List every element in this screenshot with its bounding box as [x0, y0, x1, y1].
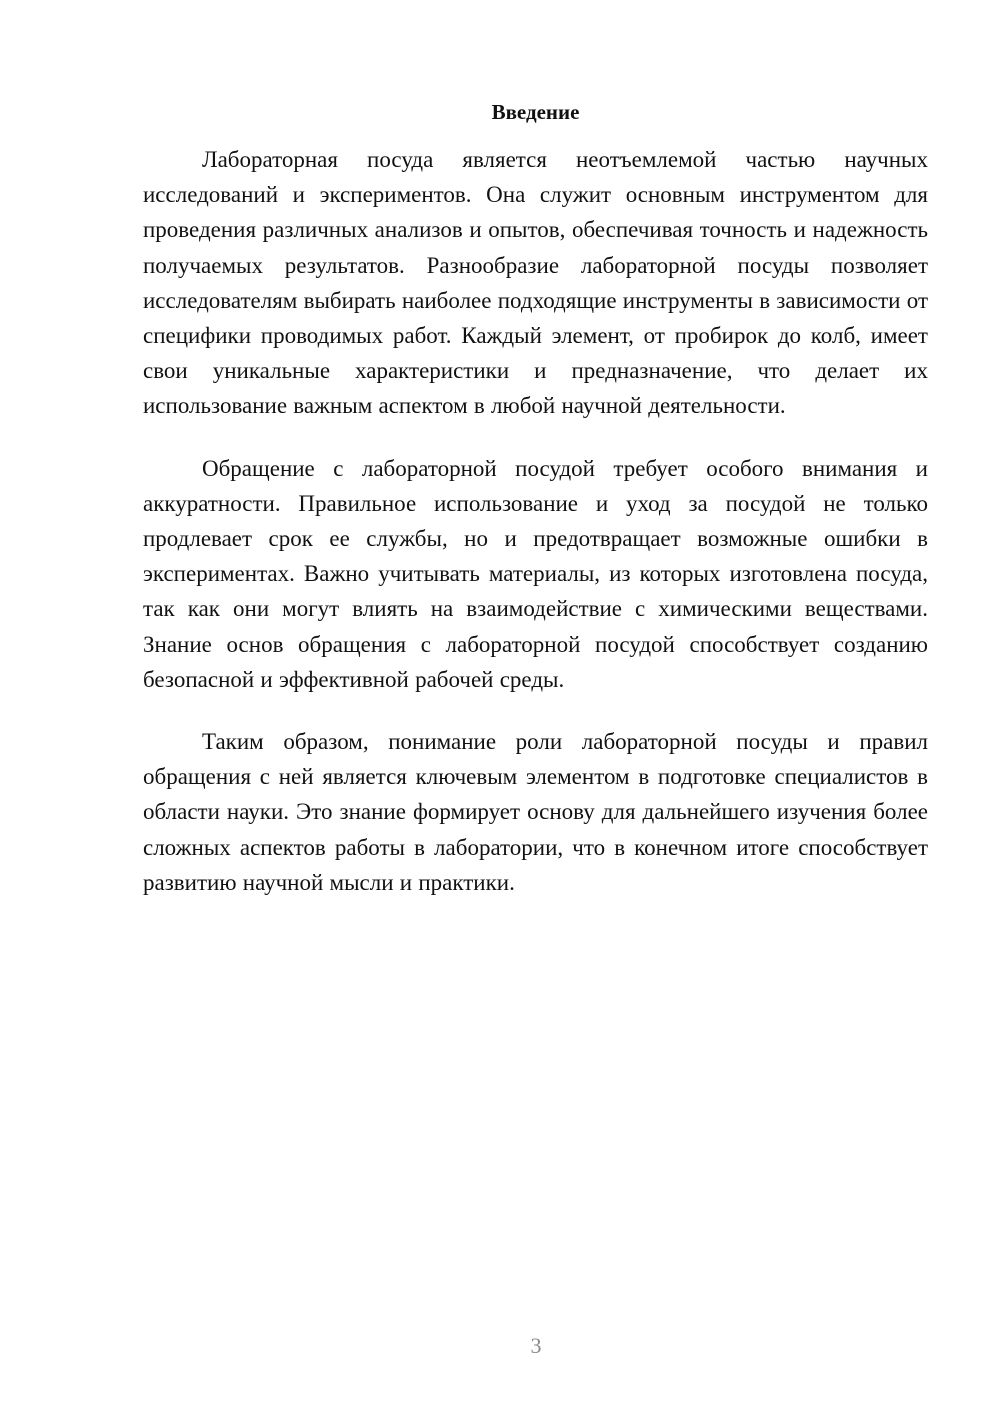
page-number: 3	[530, 1333, 542, 1358]
paragraph-2: Обращение с лабораторной посудой требует особого внимания и аккуратности. Правильное использование и уход за посудой не только продлевает срок ее службы, но и предотвращает возможные ошибки в экспериментах. Важно учитывать материалы, из которых изготовлена посуда, так как они могут влиять на взаимодействие с химическими веществами. Знание основ обращения с лабораторной посудой способствует созданию безопасной и эффективной рабочей среды.	[143, 455, 928, 692]
paragraph-1: Лабораторная посуда является неотъемлемой частью научных исследований и экспериментов. Она служит основным инструментом для проведения различных анализов и опытов, обеспечивая точность и надежность получаемых результатов. Разнообразие лабораторной посуды позволяет исследователям выбирать наиболее подходящие инструменты в зависимости от специфики проводимых работ. Каждый элемент, от пробирок до колб, имеет свои уникальные характеристики и предназначение, что делает их использование важным аспектом в любой научной деятельности.	[143, 147, 928, 419]
body-text	[143, 142, 928, 927]
page-title: Введение	[491, 100, 580, 124]
paragraph-3: Таким образом, понимание роли лабораторной посуды и правил обращения с ней является ключевым элементом в подготовке специалистов в области науки. Это знание формирует основу для дальнейшего изучения более сложных аспектов работы в лаборатории, что в конечном итоге способствует развитию научной мысли и практики.	[143, 729, 928, 895]
